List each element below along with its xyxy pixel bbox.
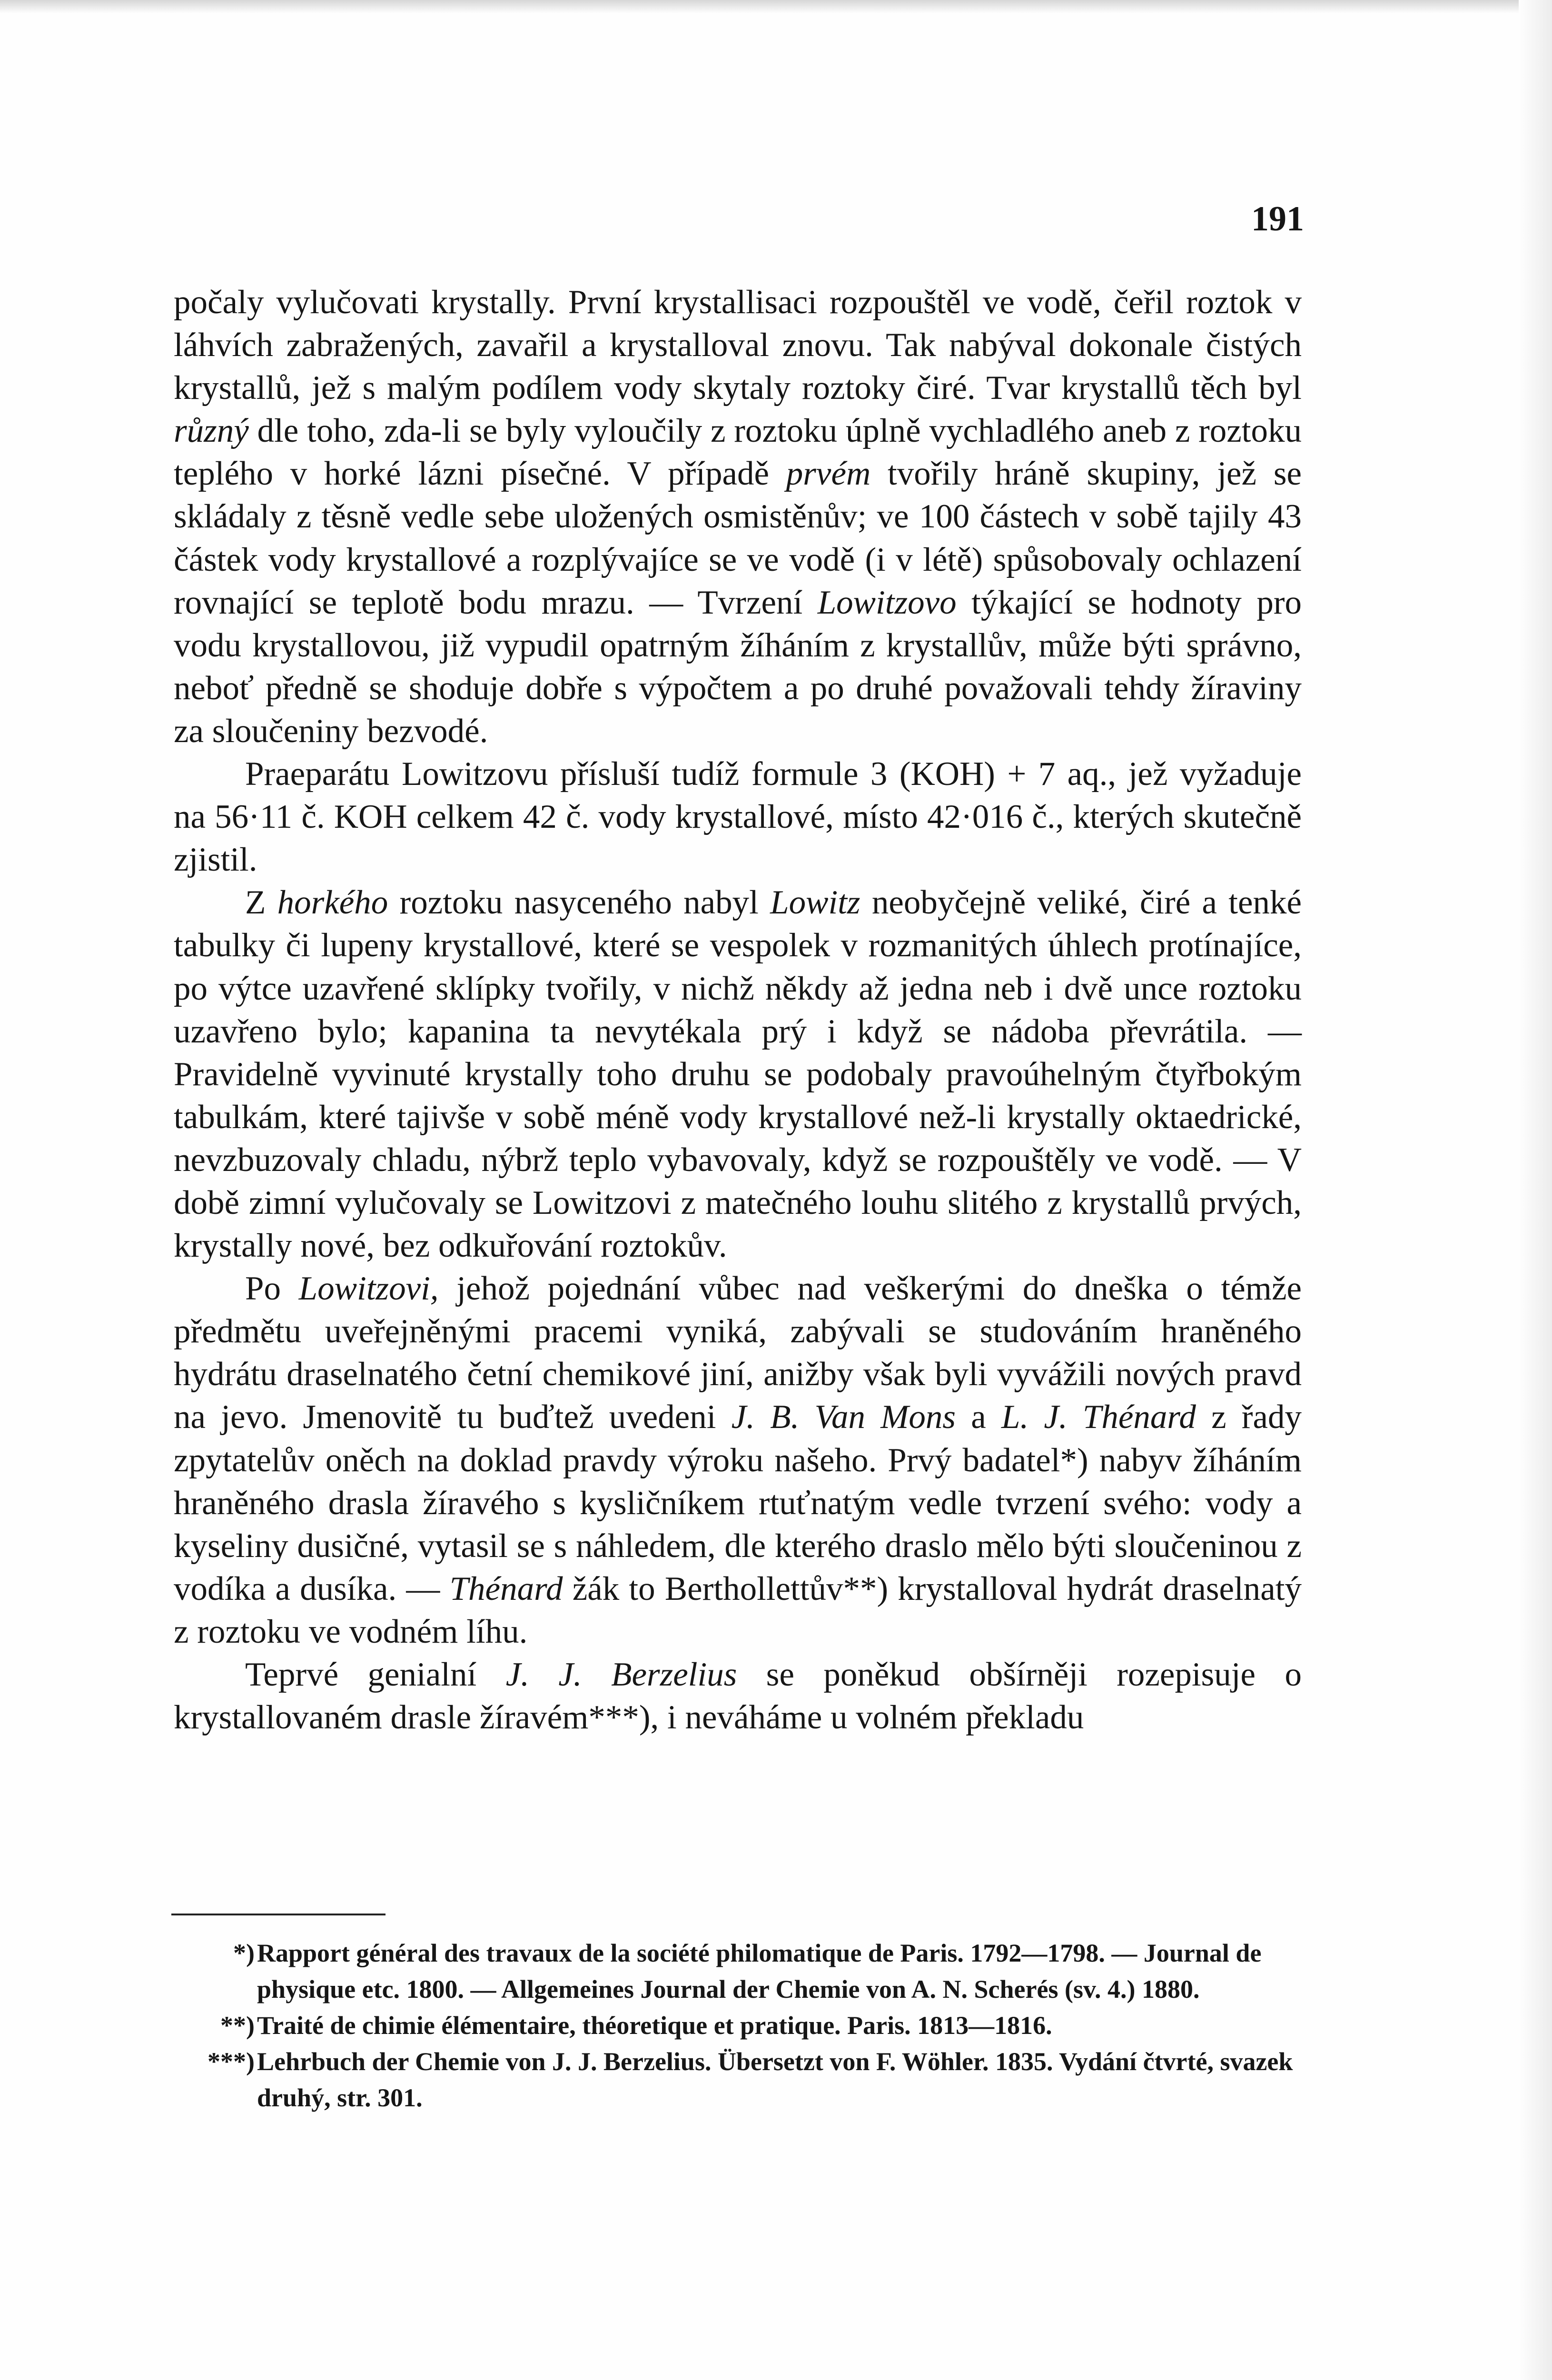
p1-italic-1: různý — [174, 412, 249, 450]
p4-text-b: jehož pojednání vůbec nad veškerými do dneška o témže předmětu uveřejněnými pracemi vyniká, zabývali se studováním hraněného hydrátu draselnatého četní chemikové jiní, anižby však byli vyvážili nových pravd na jevo. Jmenovitě tu buďtež uvedeni — [174, 1270, 1302, 1436]
footnote-3-mark: ***) — [208, 2047, 255, 2076]
footnote-3-text: Lehrbuch der Chemie von J. J. Berzelius. Übersetzt von F. Wöhler. 1835. Vydání čtvrté, svazek druhý, str. 301. — [257, 2047, 1293, 2112]
footnote-divider — [171, 1914, 386, 1915]
footnote-1-mark: *) — [233, 1939, 255, 1967]
p4-text-e: žák to Berthollettův**) krystalloval hydrát draselnatý z roztoku ve vodném líhu. — [174, 1570, 1302, 1650]
footnote-2-mark: **) — [220, 2011, 255, 2040]
p3-italic-1: horkého — [277, 884, 388, 922]
p1-text-b: dle toho, zda-li se byly vyloučily z roztoku úplně vychladlého aneb z roztoku teplého v horké lázni písečné. V případě — [174, 412, 1302, 493]
p4-text-d: z řady zpytatelův oněch na doklad pravdy výroku našeho. Prvý badatel*) nabyv žíháním hraněného drasla žíravého s kysličníkem rtuťnatým vedle tvrzení svého: vody a kyseliny dusičné, vytasil se s náhledem, dle kterého draslo mělo býti sloučeninou z vodíka a dusíka. — — [174, 1398, 1302, 1607]
page-number: 191 — [1251, 199, 1304, 238]
p4-italic-4: Thénard — [449, 1570, 563, 1607]
paragraph-3 — [174, 881, 1302, 1267]
page-edge-shadow-top — [0, 0, 1552, 13]
footnote-2-text: Traité de chimie élémentaire, théoretique et pratique. Paris. 1813—1816. — [257, 2011, 1052, 2040]
paragraph-4 — [174, 1267, 1302, 1653]
p4-italic-3: L. J. Thénard — [1001, 1398, 1196, 1436]
paragraph-5 — [174, 1653, 1302, 1739]
footnotes — [174, 1935, 1302, 2116]
footnote-2 — [174, 2007, 1302, 2043]
paragraph-2: Praeparátu Lowitzovu přísluší tudíž formule 3 (KOH) + 7 aq., jež vyžaduje na 56·11 č. KOH celkem 42 č. vody krystallové, místo 42·016 č., kterých skutečně zjistil. — [174, 755, 1302, 879]
p1-italic-3: Lowitzovo — [817, 584, 957, 621]
p3-italic-2: Lowitz — [770, 884, 860, 922]
page-edge-shadow-right — [1519, 0, 1552, 2380]
p3-text-a: Z — [245, 884, 277, 922]
p5-text-b: se poněkud obšírněji rozepisuje o krystallovaném drasle žíravém***), i neváháme u volném překladu — [174, 1656, 1302, 1736]
paragraph-1 — [174, 281, 1302, 753]
p3-text-b: roztoku nasyceného nabyl — [388, 884, 771, 922]
p1-text-a: počaly vylučovati krystally. První krystallisaci rozpouštěl ve vodě, čeřil roztok v láhvích zabražených, zavařil a krystalloval znovu. Tak nabýval dokonale čistých krystallů, jež s malým podílem vody skytaly roztoky čiré. Tvar krystallů těch byl — [174, 284, 1302, 407]
body-text — [174, 281, 1302, 1739]
p3-text-c: neobyčejně veliké, čiré a tenké tabulky či lupeny krystallové, které se vespolek v rozmanitých úhlech protínajíce, po výtce uzavřené sklípky tvořily, v nichž někdy až jedna neb i dvě unce roztoku uzavřeno bylo; kapanina ta nevytékala prý i když se nádoba převrátila. — Pravidelně vyvinuté krystally toho druhu se podobaly pravoúhelným čtyřbokým tabulkám, které tajivše v sobě méně vody krystallové než-li krystally oktaedrické, nevzbuzovaly chladu, nýbrž teplo vybavovaly, když se rozpouštěly ve vodě. — V době zimní vylučovaly se Lowitzovi z matečného louhu slitého z krystallů prvých, krystally nové, bez odkuřování roztokův. — [174, 884, 1302, 1265]
footnote-1 — [174, 1935, 1302, 2007]
p5-italic-1: J. J. Berzelius — [505, 1656, 737, 1693]
p1-italic-2: prvém — [786, 455, 871, 493]
p4-text-c: a — [956, 1398, 1001, 1436]
p4-text-a: Po — [245, 1270, 299, 1308]
p1-text-d: týkající se hodnoty pro vodu krystallovou, již vypudil opatrným žíháním z krystallův, může býti správno, neboť předně se shoduje dobře s výpočtem a po druhé považovali tehdy žíraviny za sloučeniny bezvodé. — [174, 584, 1302, 750]
p4-italic-1: Lowitzovi, — [298, 1270, 439, 1308]
p5-text-a: Teprvé genialní — [245, 1656, 506, 1693]
footnote-3 — [174, 2043, 1302, 2116]
p1-text-c: tvořily hráně skupiny, jež se skládaly z těsně vedle sebe uložených osmistěnův; ve 100 částech v sobě tajily 43 částek vody krystallové a rozplývajíce se ve vodě (i v létě) spůsobovaly ochlazení rovnající se teplotě bodu mrazu. — Tvrzení — [174, 455, 1302, 621]
footnote-1-text: Rapport général des travaux de la société philomatique de Paris. 1792—1798. — Journal de physique etc. 1800. — Allgemeines Journal der Chemie von A. N. Scherés (sv. 4.) 1880. — [257, 1939, 1262, 2003]
p4-italic-2: J. B. Van Mons — [731, 1398, 956, 1436]
